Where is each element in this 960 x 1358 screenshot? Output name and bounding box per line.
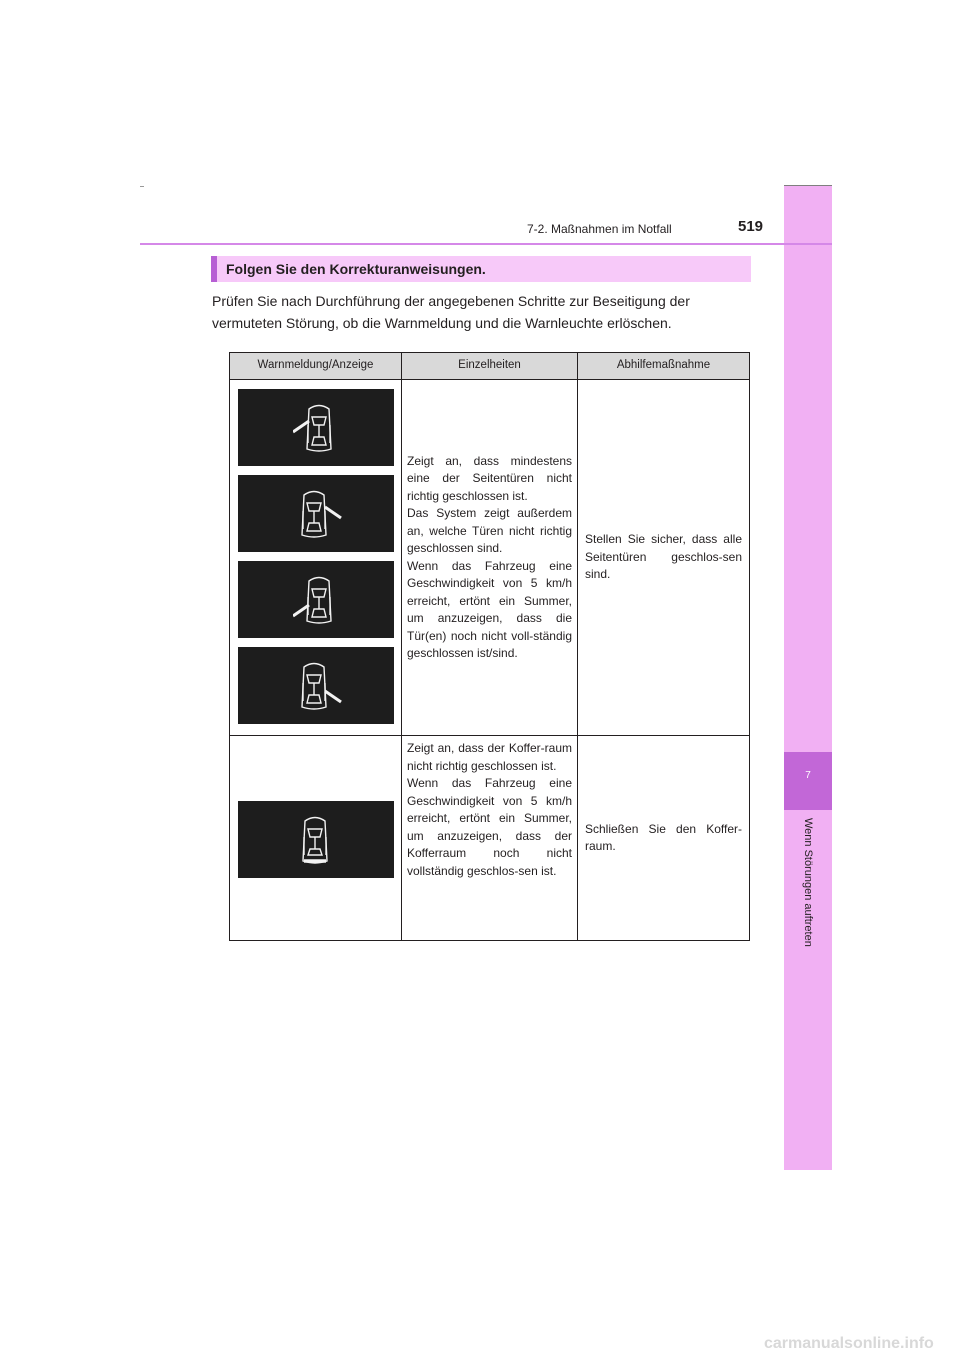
table-header-row	[230, 353, 749, 380]
chapter-number: 7	[805, 770, 811, 781]
chapter-side-tab	[784, 185, 832, 1170]
details-cell	[402, 380, 578, 735]
crop-mark	[140, 186, 144, 187]
details-text: Zeigt an, dass mindestens eine der Seitentüren nicht richtig geschlossen ist.	[407, 453, 572, 503]
action-text: Schließen Sie den Koffer-raum.	[585, 821, 742, 853]
instruction-banner	[211, 256, 751, 282]
header-rule	[140, 243, 832, 245]
section-title: 7-2. Maßnahmen im Notfall	[527, 222, 672, 236]
warning-display-panel	[238, 647, 394, 724]
action-cell	[578, 736, 749, 940]
details-note: Wenn das Fahrzeug eine Geschwindigkeit von 5 km/h erreicht, ertönt ein Summer, um anzuzeigen, dass die Tür(en) noch nicht voll-ständig geschlossen ist/sind.	[407, 558, 572, 660]
door-rear-left-open-icon	[293, 571, 345, 629]
watermark-logo	[760, 1326, 960, 1358]
table-row	[230, 380, 749, 736]
chapter-title: Wenn Störungen auftreten	[802, 818, 814, 947]
action-cell	[578, 380, 749, 735]
door-front-left-open-icon	[293, 399, 345, 457]
warning-display-cell	[230, 736, 402, 940]
details-note: Das System zeigt außerdem an, welche Türen nicht richtig geschlossen sind.	[407, 506, 572, 555]
column-header-details: Einzelheiten	[402, 353, 578, 379]
warning-display-cell	[230, 380, 402, 735]
banner-title: Folgen Sie den Korrekturanweisungen.	[226, 261, 486, 277]
intro-paragraph: Prüfen Sie nach Durchführung der angegebenen Schritte zur Beseitigung der vermuteten Störung, ob die Warnmeldung und die Warnleuchte erlöschen.	[212, 293, 690, 331]
action-text: Stellen Sie sicher, dass alle Seitentüren geschlos-sen sind.	[585, 532, 742, 582]
warning-display-panel	[238, 389, 394, 466]
warning-display-panel	[238, 475, 394, 552]
table-row	[230, 736, 749, 940]
door-rear-right-open-icon	[298, 657, 350, 715]
column-header-warning: Warnmeldung/Anzeige	[230, 353, 402, 379]
banner-accent	[211, 256, 217, 282]
warning-display-panel	[238, 801, 394, 878]
details-note: Wenn das Fahrzeug eine Geschwindigkeit von 5 km/h erreicht, ertönt ein Summer, um anzuzeigen, dass der Kofferraum noch nicht vollständig geschlos-sen ist.	[407, 776, 572, 878]
details-text: Zeigt an, dass der Koffer-raum nicht richtig geschlossen ist.	[407, 741, 572, 773]
trunk-open-icon	[293, 811, 345, 869]
watermark-text: carmanualsonline.info	[764, 1335, 934, 1352]
door-front-right-open-icon	[298, 485, 350, 543]
column-header-action: Abhilfemaßnahme	[616, 359, 711, 371]
details-cell	[402, 736, 578, 940]
page-number: 519	[738, 218, 764, 235]
warning-display-panel	[238, 561, 394, 638]
chapter-number-block	[784, 752, 832, 810]
warning-table	[229, 352, 750, 941]
